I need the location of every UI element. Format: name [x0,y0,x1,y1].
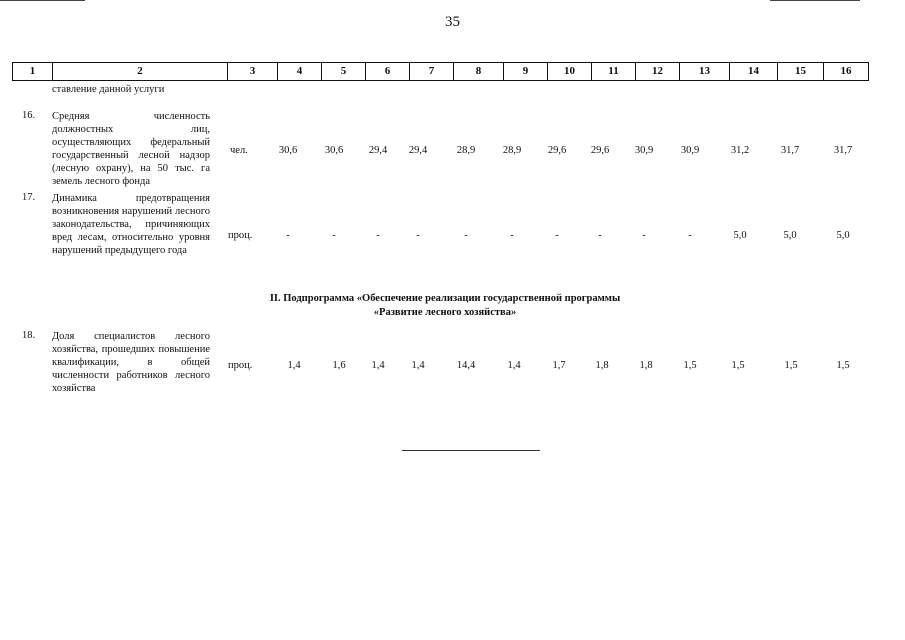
row-17-value-5: - [332,230,336,241]
header-col-9: 9 [503,63,547,80]
row-16-value-13: 30,9 [680,145,700,156]
row-16-text: Средняя численность должностных лиц, осуществляющих федеральный государственный лесной надзор (лесную охрану), на 50 тыс. га земель лесного фонда [52,111,210,187]
header-col-3: 3 [227,63,277,80]
row-16-number: 16. [22,110,36,121]
row-16-value-9: 28,9 [502,145,522,156]
row-18-value-16: 1,5 [836,360,850,371]
row-18-text: Доля специалистов лесного хозяйства, прошедших повышение квалификации, в общей численности работников лесного хозяйства [52,331,210,394]
row-18-value-15: 1,5 [784,360,798,371]
top-rule-left [0,0,85,1]
row-18-unit: проц. [228,360,253,371]
row-18-value-4: 1,4 [287,360,301,371]
row-18-number: 18. [22,330,36,341]
row-16-value-4: 30,6 [278,145,298,156]
header-col-2: 2 [52,63,227,80]
header-col-11: 11 [591,63,635,80]
header-col-10: 10 [547,63,591,80]
header-col-7: 7 [409,63,453,80]
row-18-value-14: 1,5 [731,360,745,371]
row-17-value-9: - [510,230,514,241]
header-col-4: 4 [277,63,321,80]
header-col-8: 8 [453,63,503,80]
header-col-5: 5 [321,63,365,80]
row-17-value-10: - [555,230,559,241]
row-18-value-9: 1,4 [507,360,521,371]
header-col-15: 15 [777,63,823,80]
row-17-value-12: - [642,230,646,241]
row-17-text: Динамика предотвращения возникновения нарушений лесного законодательства, причиняющих вред лесам, относительно уровня нарушений предыдущего года [52,193,210,256]
row-16-unit: чел. [230,145,248,156]
header-col-1: 1 [12,63,52,80]
row-18-value-7: 1,4 [411,360,425,371]
row-17-value-7: - [416,230,420,241]
row-16-value-10: 29,6 [547,145,567,156]
row-17-value-14: 5,0 [733,230,747,241]
header-col-13: 13 [679,63,729,80]
footer-rule [402,450,540,451]
table-header [12,62,869,81]
row-16-value-6: 29,4 [368,145,388,156]
row-16-value-7: 29,4 [408,145,428,156]
continuation-text: ставление данной услуги [52,84,165,95]
row-16-value-14: 31,2 [730,145,750,156]
row-16-value-15: 31,7 [780,145,800,156]
row-16-value-12: 30,9 [634,145,654,156]
row-17-value-13: - [688,230,692,241]
row-16-value-5: 30,6 [324,145,344,156]
subprogram-heading [100,292,790,320]
row-18-value-12: 1,8 [639,360,653,371]
row-17-value-11: - [598,230,602,241]
row-18-value-5: 1,6 [332,360,346,371]
header-col-14: 14 [729,63,777,80]
row-17-number: 17. [22,192,36,203]
page-number: 35 [445,14,460,30]
header-col-6: 6 [365,63,409,80]
row-16-value-16: 31,7 [833,145,853,156]
row-17-value-15: 5,0 [783,230,797,241]
row-17-value-4: - [286,230,290,241]
row-18-value-13: 1,5 [683,360,697,371]
subprogram-heading-line-1: II. Подпрограмма «Обеспечение реализации государственной программы [269,293,621,304]
row-17-value-16: 5,0 [836,230,850,241]
row-18-value-8: 14,4 [456,360,476,371]
row-17-value-6: - [376,230,380,241]
row-18-value-10: 1,7 [552,360,566,371]
row-16-value-11: 29,6 [590,145,610,156]
top-rule-right [770,0,860,1]
row-18-value-11: 1,8 [595,360,609,371]
row-18-value-6: 1,4 [371,360,385,371]
row-17-unit: проц. [228,230,253,241]
header-col-12: 12 [635,63,679,80]
header-col-16: 16 [823,63,869,80]
row-16-value-8: 28,9 [456,145,476,156]
subprogram-heading-line-2: «Развитие лесного хозяйства» [373,307,517,318]
row-17-value-8: - [464,230,468,241]
